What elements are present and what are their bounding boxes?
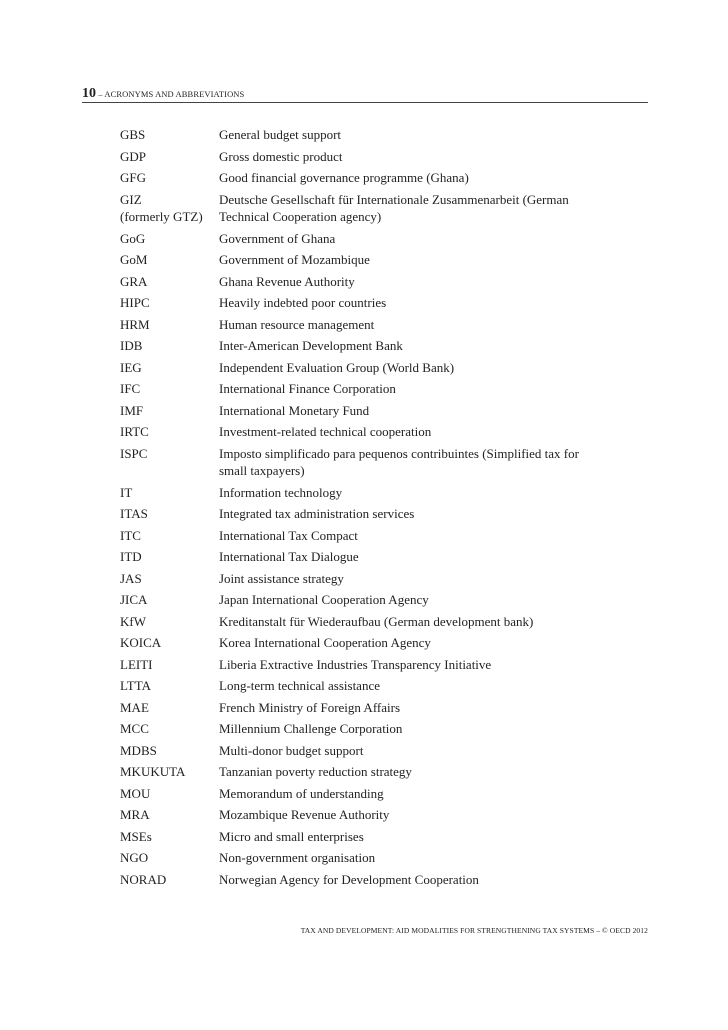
acronym-definition-line: Gross domestic product — [219, 148, 343, 164]
acronym-term-line: MAE — [120, 699, 149, 715]
acronym-row — [120, 337, 620, 355]
acronym-term-line: GFG — [120, 170, 147, 185]
acronym-term-line: MDBS — [120, 742, 157, 758]
acronym-definition — [219, 148, 614, 166]
acronym-term-line: ITD — [120, 549, 142, 564]
acronym-row — [120, 423, 620, 441]
acronym-term — [120, 720, 219, 738]
acronym-row — [120, 273, 620, 291]
acronym-term — [120, 294, 219, 312]
acronym-term — [120, 763, 219, 781]
acronym-definition-line: International Tax Dialogue — [219, 549, 359, 564]
acronym-row — [120, 380, 620, 398]
acronym-term-line: GBS — [120, 127, 146, 142]
acronym-row — [120, 656, 620, 674]
acronym-term — [120, 806, 219, 824]
acronym-term — [120, 656, 219, 674]
acronym-definition — [219, 169, 614, 187]
acronym-term — [120, 591, 219, 609]
acronym-row — [120, 720, 620, 738]
acronym-definition — [219, 294, 614, 312]
acronym-row — [120, 591, 620, 609]
acronym-term-line: JICA — [120, 592, 148, 607]
acronym-definition-line: Human resource management — [219, 316, 375, 332]
acronym-definition — [219, 849, 614, 867]
acronym-definition — [219, 445, 614, 480]
acronym-definition-line: Government of Ghana — [219, 230, 336, 246]
acronym-row — [120, 871, 620, 889]
acronym-definition — [219, 785, 614, 803]
acronym-term-line: LTTA — [120, 678, 151, 693]
acronym-term-line: HIPC — [120, 295, 150, 310]
acronym-definition — [219, 402, 614, 420]
acronym-term-line: MSEs — [120, 828, 152, 844]
acronym-term — [120, 316, 219, 334]
acronym-definition-line: Korea International Cooperation Agency — [219, 635, 431, 650]
acronym-definition — [219, 634, 614, 652]
acronym-row — [120, 677, 620, 695]
acronym-term-line: (formerly GTZ) — [120, 209, 203, 224]
acronym-definition — [219, 126, 614, 144]
acronym-definition-line: International Finance Corporation — [219, 381, 396, 396]
acronym-definition — [219, 591, 614, 609]
acronym-list — [120, 126, 620, 892]
acronym-term-line: JAS — [120, 570, 142, 586]
acronym-term — [120, 742, 219, 760]
page-number: 10 — [82, 86, 96, 101]
acronym-term-line: IMF — [120, 402, 144, 418]
acronym-definition — [219, 828, 614, 846]
acronym-row — [120, 169, 620, 187]
acronym-term-line: IT — [120, 484, 133, 500]
acronym-term — [120, 677, 219, 695]
acronym-definition-line: Technical Cooperation agency) — [219, 209, 382, 224]
acronym-definition-line: Imposto simplificado para pequenos contribuintes (Simplified tax for — [219, 445, 579, 461]
running-header — [82, 84, 648, 103]
acronym-term — [120, 273, 219, 291]
acronym-definition — [219, 337, 614, 355]
acronym-definition-line: Norwegian Agency for Development Cooperation — [219, 871, 479, 887]
acronym-definition-line: Liberia Extractive Industries Transparency Initiative — [219, 656, 492, 672]
acronym-row — [120, 294, 620, 312]
acronym-row — [120, 570, 620, 588]
acronym-term-line: GIZ — [120, 191, 142, 207]
acronym-term-line: IDB — [120, 338, 143, 353]
acronym-definition — [219, 548, 614, 566]
acronym-definition-line: Ghana Revenue Authority — [219, 273, 355, 289]
acronym-definition-line: Independent Evaluation Group (World Bank) — [219, 359, 455, 375]
acronym-row — [120, 359, 620, 377]
acronym-definition-line: Deutsche Gesellschaft für Internationale Zusammenarbeit (German — [219, 191, 569, 207]
acronym-definition — [219, 720, 614, 738]
acronym-term — [120, 548, 219, 566]
acronym-term-line: KfW — [120, 613, 146, 629]
acronym-term-line: IRTC — [120, 424, 149, 439]
acronym-term — [120, 230, 219, 248]
acronym-definition — [219, 359, 614, 377]
acronym-row — [120, 527, 620, 545]
acronym-definition — [219, 613, 614, 631]
acronym-term — [120, 359, 219, 377]
acronym-definition-line: Multi-donor budget support — [219, 742, 364, 758]
acronym-definition-line: Information technology — [219, 484, 343, 500]
acronym-row — [120, 445, 620, 480]
acronym-definition-line: International Monetary Fund — [219, 402, 370, 418]
acronym-definition-line: Government of Mozambique — [219, 252, 370, 267]
acronym-definition — [219, 677, 614, 695]
acronym-term-line: MKUKUTA — [120, 764, 186, 779]
acronym-term — [120, 699, 219, 717]
acronym-definition-line: International Tax Compact — [219, 527, 358, 543]
acronym-definition-line: Non-government organisation — [219, 850, 376, 865]
acronym-definition — [219, 505, 614, 523]
acronym-definition — [219, 191, 614, 226]
acronym-term — [120, 251, 219, 269]
acronym-definition-line: Investment-related technical cooperation — [219, 424, 432, 439]
acronym-term — [120, 126, 219, 144]
acronym-row — [120, 148, 620, 166]
acronym-row — [120, 316, 620, 334]
acronym-definition — [219, 763, 614, 781]
acronym-term-line: IFC — [120, 381, 141, 396]
acronym-row — [120, 251, 620, 269]
acronym-definition-line: General budget support — [219, 127, 342, 142]
acronym-definition-line: Micro and small enterprises — [219, 828, 364, 844]
acronym-term — [120, 402, 219, 420]
acronym-row — [120, 849, 620, 867]
acronym-row — [120, 402, 620, 420]
acronym-term-line: HRM — [120, 316, 150, 332]
acronym-definition-line: French Ministry of Foreign Affairs — [219, 699, 401, 715]
acronym-definition — [219, 273, 614, 291]
acronym-term-line: GRA — [120, 273, 148, 289]
acronym-definition-line: Heavily indebted poor countries — [219, 295, 387, 310]
acronym-row — [120, 763, 620, 781]
acronym-row — [120, 742, 620, 760]
acronym-row — [120, 484, 620, 502]
acronym-term — [120, 484, 219, 502]
acronym-term — [120, 613, 219, 631]
acronym-definition-line: Millennium Challenge Corporation — [219, 721, 403, 736]
acronym-definition — [219, 251, 614, 269]
acronym-term-line: GoG — [120, 230, 146, 246]
acronym-term-line: LEITI — [120, 656, 153, 672]
acronym-row — [120, 699, 620, 717]
acronym-term-line: MCC — [120, 721, 149, 736]
acronym-definition — [219, 806, 614, 824]
acronym-definition-line: small taxpayers) — [219, 463, 305, 478]
acronym-term — [120, 191, 219, 226]
acronym-row — [120, 230, 620, 248]
acronym-row — [120, 828, 620, 846]
acronym-row — [120, 505, 620, 523]
acronym-definition-line: Japan International Cooperation Agency — [219, 592, 429, 607]
acronym-definition-line: Inter-American Development Bank — [219, 338, 403, 353]
acronym-term-line: KOICA — [120, 635, 162, 650]
acronym-row — [120, 191, 620, 226]
acronym-term — [120, 169, 219, 187]
acronym-definition-line: Joint assistance strategy — [219, 570, 344, 586]
acronym-definition-line: Long-term technical assistance — [219, 678, 380, 693]
acronym-term — [120, 505, 219, 523]
acronym-term — [120, 849, 219, 867]
acronym-definition — [219, 699, 614, 717]
acronym-row — [120, 806, 620, 824]
acronym-term — [120, 527, 219, 545]
acronym-definition-line: Memorandum of understanding — [219, 785, 384, 801]
acronym-row — [120, 634, 620, 652]
acronym-term-line: NGO — [120, 850, 149, 865]
acronym-row — [120, 548, 620, 566]
acronym-term-line: ITAS — [120, 506, 148, 521]
acronym-definition — [219, 527, 614, 545]
acronym-definition — [219, 656, 614, 674]
acronym-term-line: IEG — [120, 359, 142, 375]
acronym-term — [120, 337, 219, 355]
acronym-definition — [219, 230, 614, 248]
acronym-term — [120, 445, 219, 480]
acronym-row — [120, 613, 620, 631]
acronym-definition-line: Kreditanstalt für Wiederaufbau (German development bank) — [219, 613, 534, 629]
section-title: – ACRONYMS AND ABBREVIATIONS — [96, 89, 245, 99]
acronym-definition — [219, 316, 614, 334]
acronym-term — [120, 380, 219, 398]
acronym-definition-line: Mozambique Revenue Authority — [219, 807, 390, 822]
acronym-term-line: MOU — [120, 785, 151, 801]
acronym-term — [120, 423, 219, 441]
acronym-term — [120, 634, 219, 652]
acronym-term-line: NORAD — [120, 871, 167, 887]
acronym-definition — [219, 423, 614, 441]
acronym-definition — [219, 484, 614, 502]
acronym-term — [120, 828, 219, 846]
acronym-term — [120, 148, 219, 166]
acronym-definition-line: Good financial governance programme (Ghana) — [219, 170, 469, 185]
acronym-definition — [219, 380, 614, 398]
acronym-term-line: MRA — [120, 807, 150, 822]
acronym-term-line: GoM — [120, 252, 148, 267]
acronym-row — [120, 126, 620, 144]
acronym-definition-line: Tanzanian poverty reduction strategy — [219, 764, 412, 779]
acronym-definition-line: Integrated tax administration services — [219, 506, 415, 521]
acronym-term-line: GDP — [120, 148, 147, 164]
acronym-row — [120, 785, 620, 803]
acronym-definition — [219, 570, 614, 588]
acronym-definition — [219, 871, 614, 889]
acronym-term — [120, 871, 219, 889]
acronym-term-line: ISPC — [120, 445, 148, 461]
acronym-term-line: ITC — [120, 527, 141, 543]
acronym-term — [120, 570, 219, 588]
acronym-term — [120, 785, 219, 803]
running-footer: TAX AND DEVELOPMENT: AID MODALITIES FOR STRENGTHENING TAX SYSTEMS – © OECD 2012 — [300, 926, 648, 935]
acronym-definition — [219, 742, 614, 760]
